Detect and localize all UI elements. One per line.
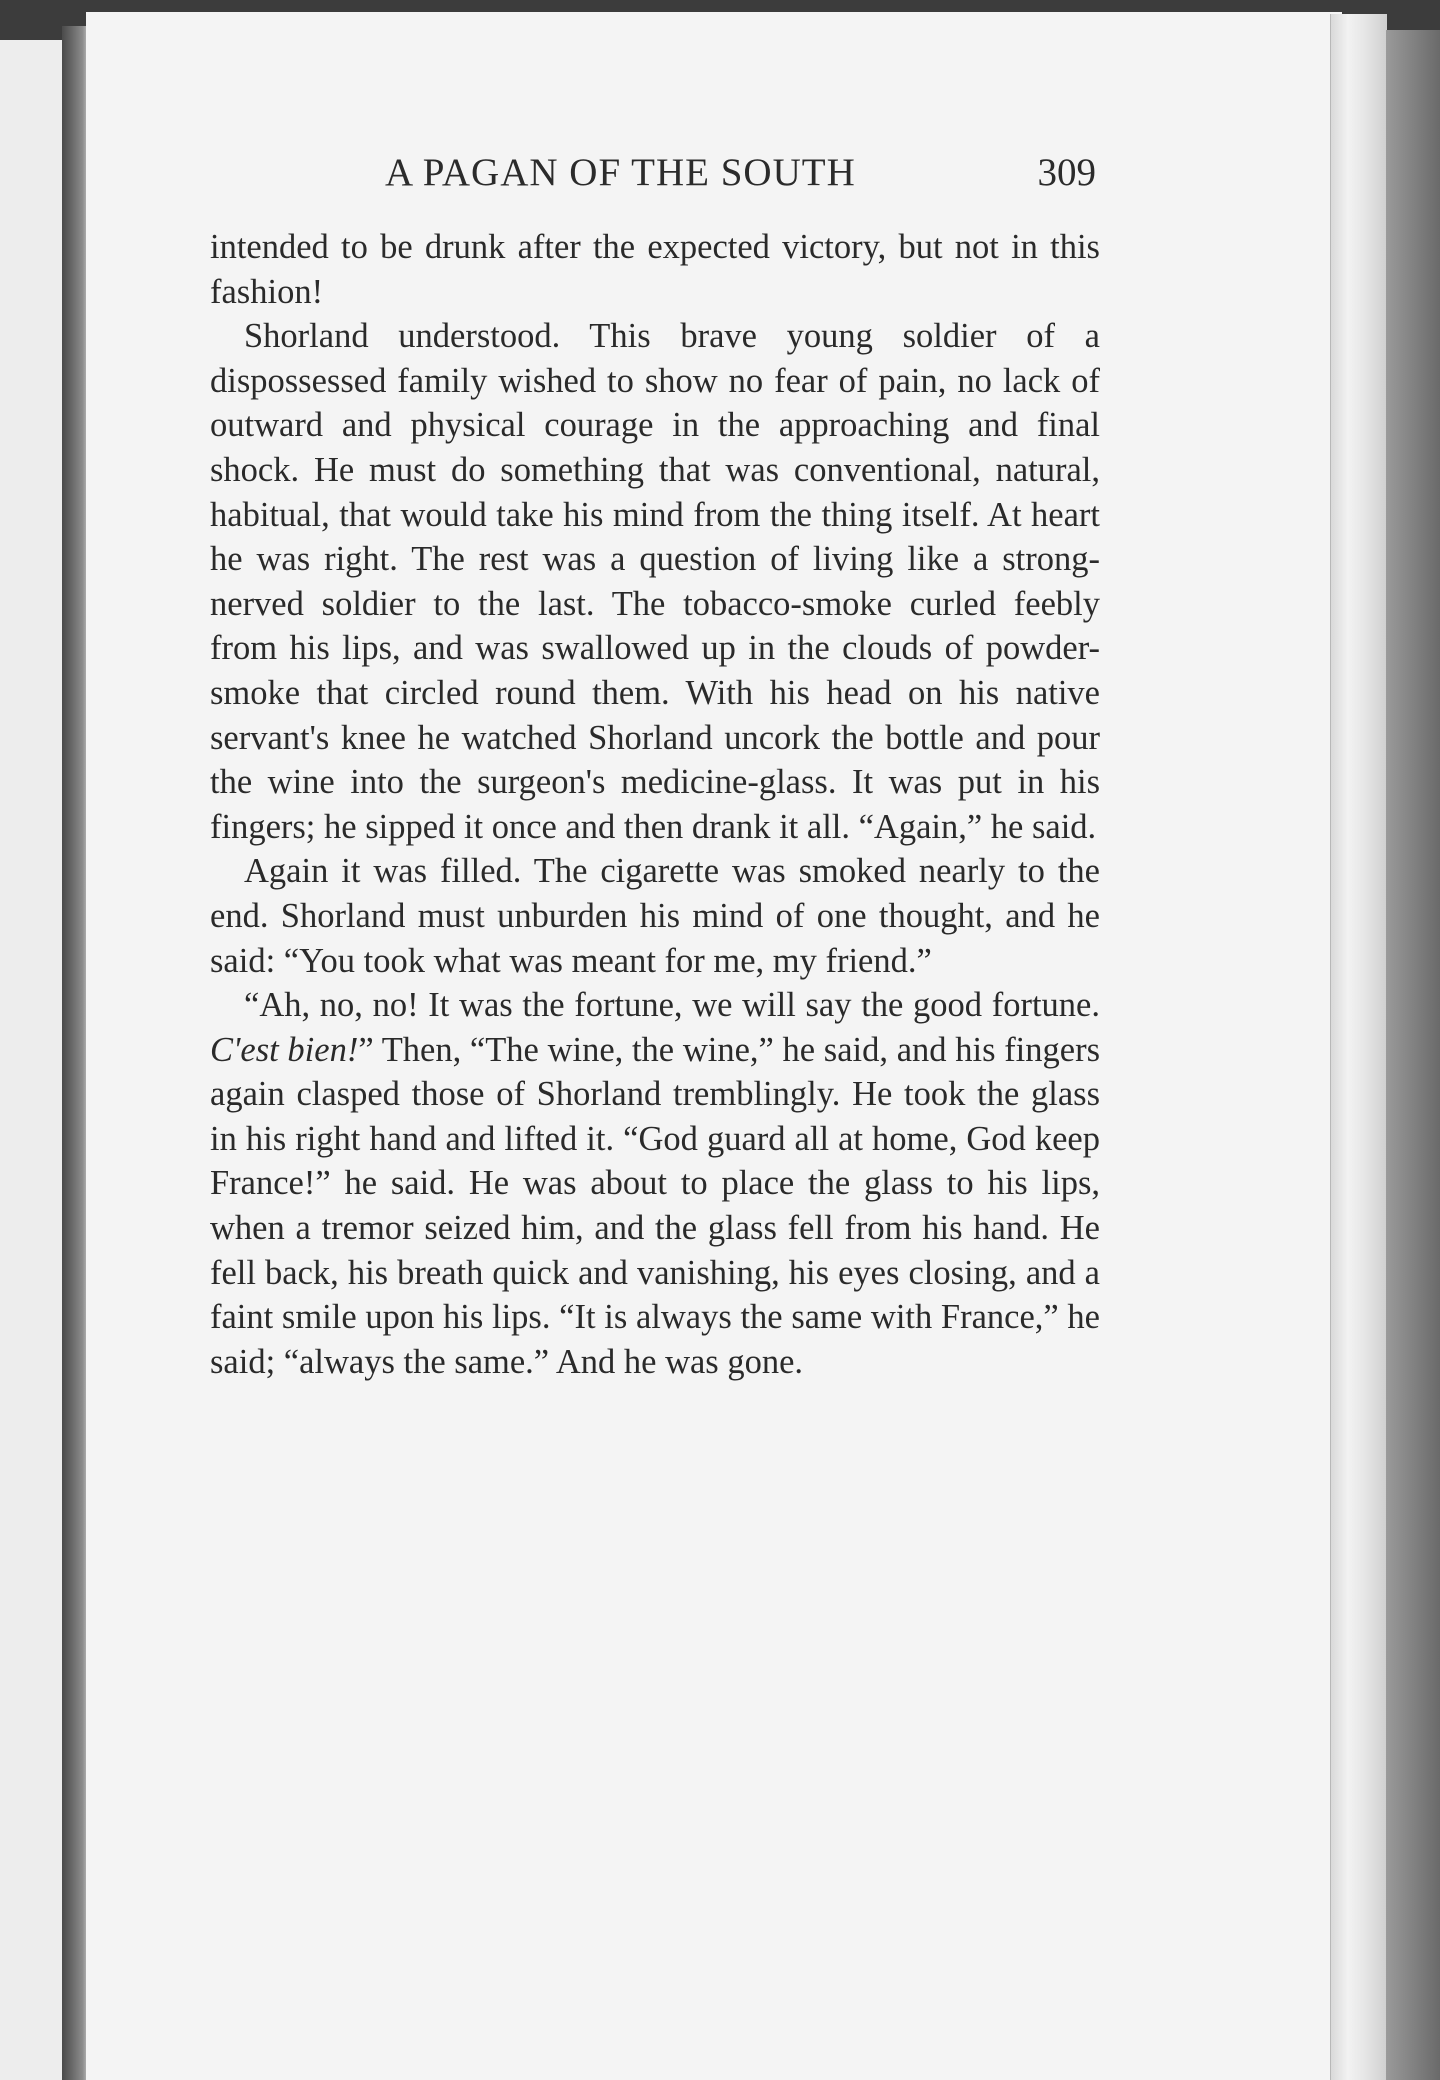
paragraph-continued: intended to be drunk after the expected victory, but not in this fashion! [210,228,1100,311]
page-number: 309 [1037,151,1096,194]
paragraph-final [210,983,1100,1384]
paragraph: Again it was filled. The cigarette was smoked nearly to the end. Shorland must unburden his mind of one thought, and he said: “You took what was meant for me, my friend.” [210,852,1100,980]
book-cover-edge [1386,30,1440,2080]
italic-phrase: C'est bien! [210,1030,359,1069]
running-head-title: A PAGAN OF THE SOUTH [385,151,856,194]
paragraph: Shorland understood. This brave young soldier of a dispossessed family wished to show no fear of pain, no lack of outward and physical courage in the approaching and final shock. He must do something that was conventional, natural, habitual, that would take his mind from the thing itself. At heart he was right. The rest was a question of living like a strong-nerved soldier to the last. The tobacco-smoke curled feebly from his lips, and was swallowed up in the clouds of powder-smoke that circled round them. With his head on his native servant's knee he watched Shorland uncork the bottle and pour the wine into the surgeon's medicine-glass. It was put in his fingers; he sipped it once and then drank it all. “Again,” he said. [210,317,1100,846]
facing-page-edge [0,40,62,2080]
paragraph-text: ” Then, “The wine, the wine,” he said, and his fingers again clasped those of Shorland tremblingly. He took the glass in his right hand and lifted it. “God guard all at home, God keep France!” he said. He was about to place the glass to his lips, when a tremor seized him, and the glass fell from his hand. He fell back, his breath quick and vanishing, his eyes closing, and a faint smile upon his lips. “It is always the same with France,” he said; “always the same.” And he was gone. [210,1030,1100,1381]
paragraph-text: “Ah, no, no! It was the fortune, we will say the good fortune. [244,986,1100,1025]
running-head [210,150,1096,210]
body-text [210,225,1100,1384]
page-stack-edge [1330,14,1387,2080]
book-binding [62,26,88,2080]
